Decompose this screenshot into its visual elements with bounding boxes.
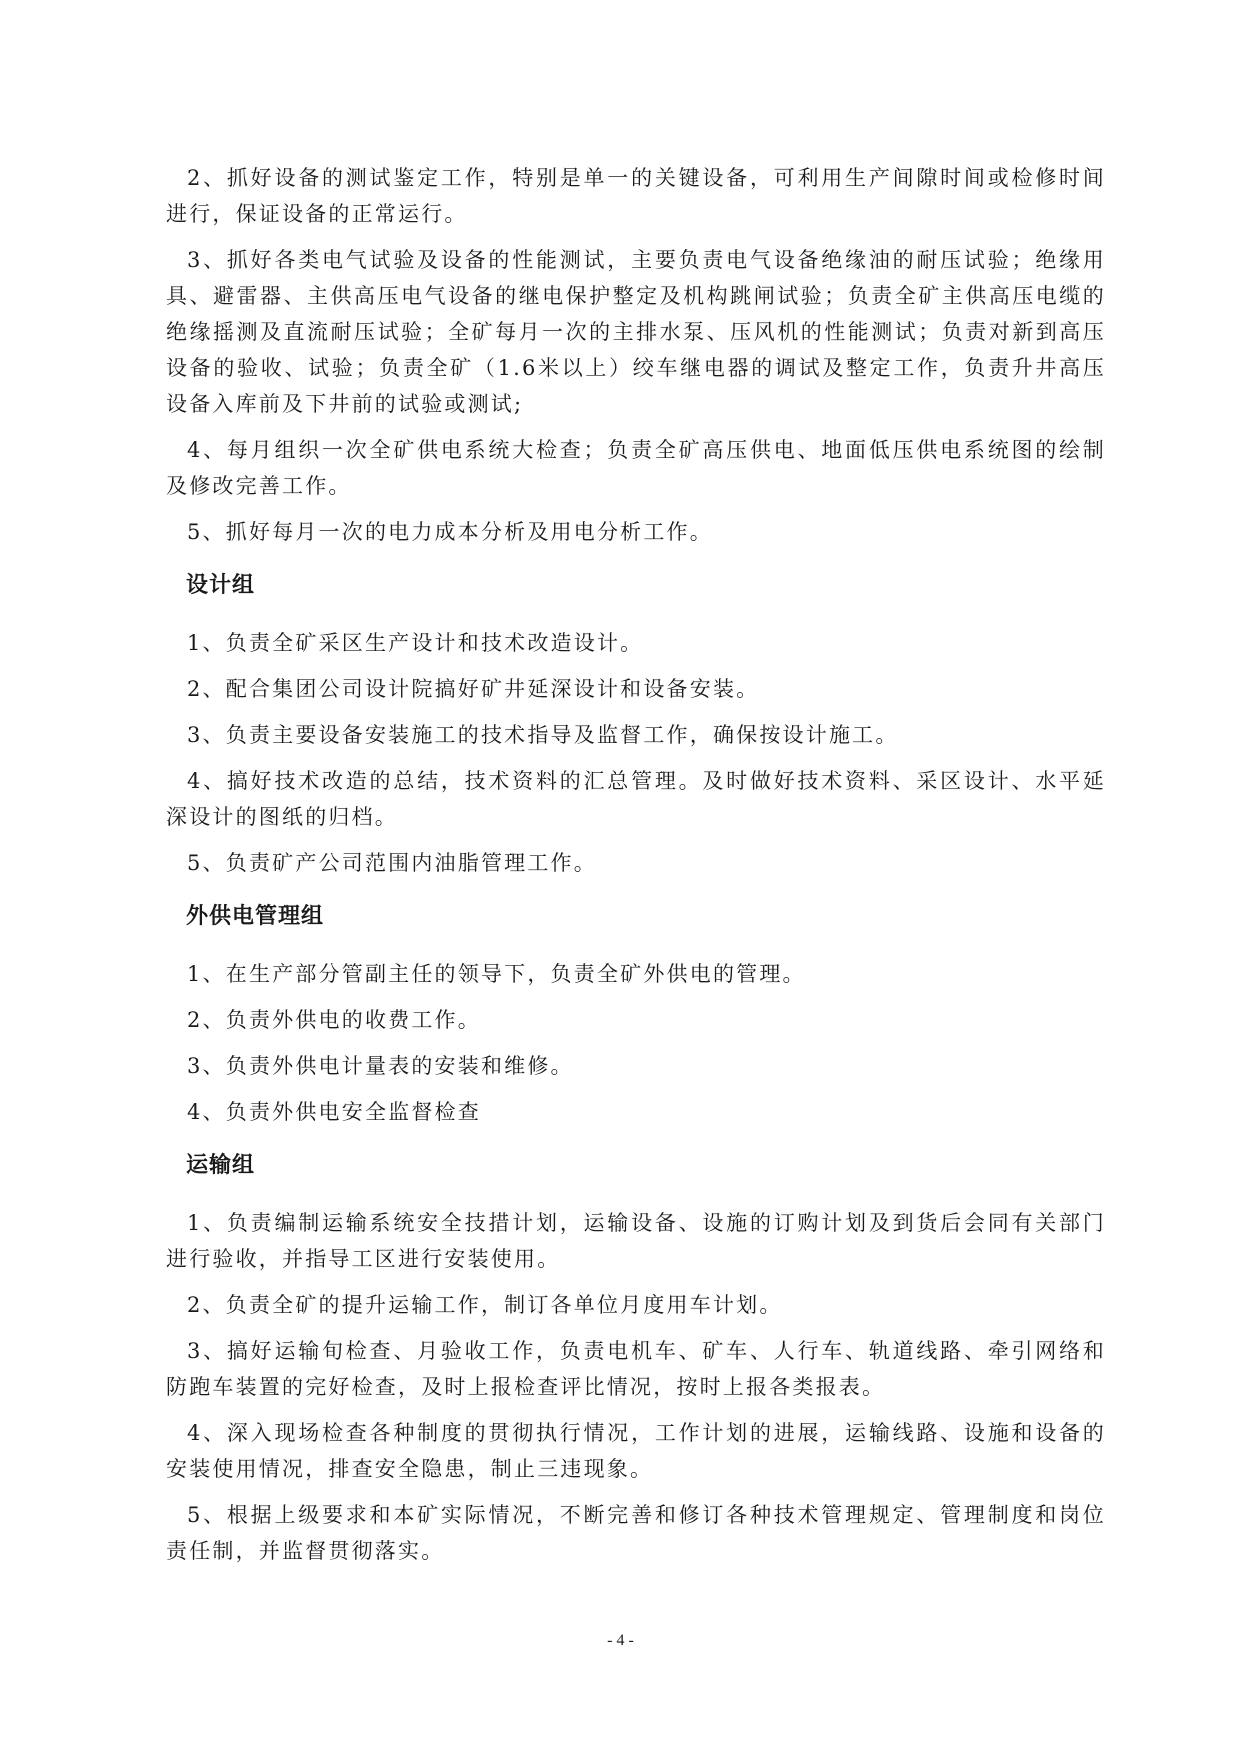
section-transport-group [166, 1148, 1106, 1569]
paragraph: 1、负责全矿采区生产设计和技术改造设计。 [187, 631, 644, 655]
section-design-group [166, 568, 1106, 881]
section-heading: 外供电管理组 [186, 904, 325, 929]
paragraph: 1、负责编制运输系统安全技措计划，运输设备、设施的订购计划及到货后会同有关部门进行验收，并指导工区进行安装使用。 [166, 1211, 1106, 1271]
paragraph: 2、负责全矿的提升运输工作，制订各单位月度用车计划。 [187, 1293, 783, 1317]
section-heading: 运输组 [186, 1153, 256, 1178]
paragraph: 3、负责外供电计量表的安装和维修。 [187, 1054, 574, 1078]
paragraph: 3、负责主要设备安装施工的技术指导及监督工作，确保按设计施工。 [187, 723, 899, 747]
paragraph: 5、抓好每月一次的电力成本分析及用电分析工作。 [187, 520, 713, 544]
paragraph: 4、深入现场检查各种制度的贯彻执行情况，工作计划的进展，运输线路、设施和设备的安装使用情况，排查安全隐患，制止三违现象。 [166, 1421, 1106, 1481]
paragraph: 3、抓好各类电气试验及设备的性能测试，主要负责电气设备绝缘油的耐压试验；绝缘用具、避雷器、主供高压电气设备的继电保护整定及机构跳闸试验；负责全矿主供高压电缆的绝缘摇测及直流耐压试验；全矿每月一次的主排水泵、压风机的性能测试；负责对新到高压设备的验收、试验；负责全矿（1.6米以上）绞车继电器的调试及整定工作，负责升井高压设备入库前及下井前的试验或测试; [166, 248, 1106, 416]
paragraph: 2、配合集团公司设计院搞好矿井延深设计和设备安装。 [187, 677, 760, 701]
paragraph: 4、每月组织一次全矿供电系统大检查；负责全矿高压供电、地面低压供电系统图的绘制及修改完善工作。 [166, 438, 1106, 498]
page-number: - 4 - [607, 1632, 634, 1649]
page-content [166, 160, 1106, 1579]
paragraph: 5、根据上级要求和本矿实际情况，不断完善和修订各种技术管理规定、管理制度和岗位责任制，并监督贯彻落实。 [166, 1503, 1106, 1563]
paragraph: 4、搞好技术改造的总结，技术资料的汇总管理。及时做好技术资料、采区设计、水平延深设计的图纸的归档。 [166, 769, 1106, 829]
paragraph: 2、抓好设备的测试鉴定工作，特别是单一的关键设备，可利用生产间隙时间或检修时间进行，保证设备的正常运行。 [166, 166, 1106, 226]
paragraph: 2、负责外供电的收费工作。 [187, 1008, 481, 1032]
section-intro [166, 160, 1106, 550]
section-external-power-group [166, 899, 1106, 1130]
paragraph: 4、负责外供电安全监督检查 [187, 1100, 481, 1124]
paragraph: 3、搞好运输旬检查、月验收工作，负责电机车、矿车、人行车、轨道线路、牵引网络和防跑车装置的完好检查，及时上报检查评比情况，按时上报各类报表。 [166, 1339, 1106, 1399]
section-heading: 设计组 [186, 573, 256, 598]
paragraph: 1、在生产部分管副主任的领导下，负责全矿外供电的管理。 [187, 962, 806, 986]
paragraph: 5、负责矿产公司范围内油脂管理工作。 [187, 851, 597, 875]
